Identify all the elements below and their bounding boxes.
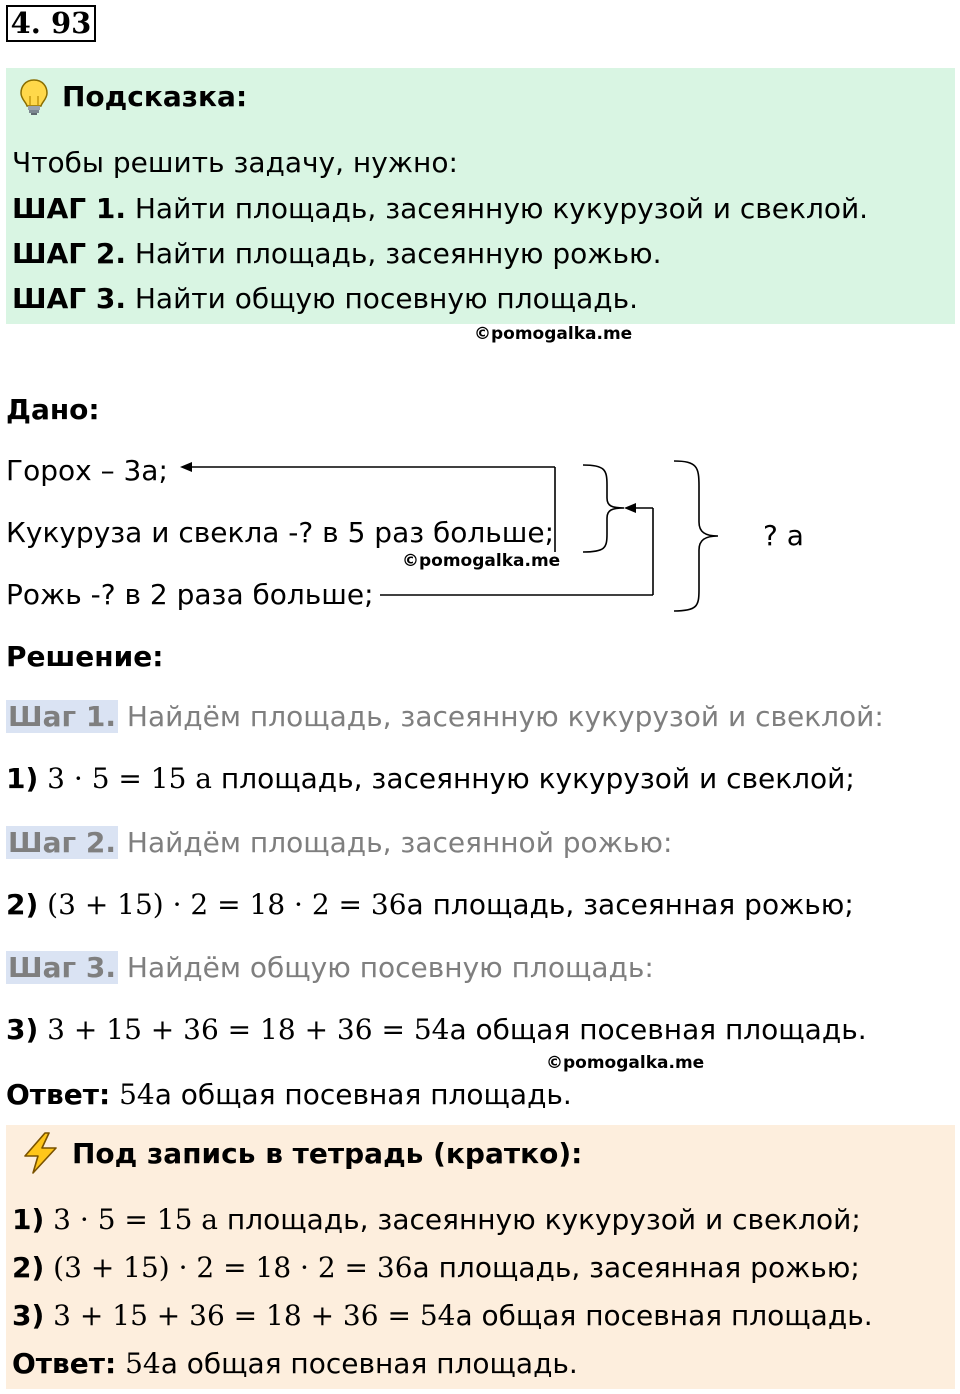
hint-title: Подсказка: <box>62 80 248 113</box>
notes-line-1: 1) 3 · 5 = 15 а площадь, засеянную кукурузой и свеклой; <box>12 1203 861 1236</box>
notes-line-2: 2) (3 + 15) · 2 = 18 · 2 = 36а площадь, засеянная рожью; <box>12 1251 860 1284</box>
given-peas: Горох – 3а; <box>6 454 168 487</box>
solution-step-2-heading: Шаг 2. Найдём площадь, засеянной рожью: <box>8 826 673 859</box>
step-tag: Шаг 1. <box>8 700 116 733</box>
solution-step-1-calc: 1) 3 · 5 = 15 а площадь, засеянную кукурузой и свеклой; <box>6 762 855 795</box>
solution-title: Решение: <box>6 640 164 673</box>
answer: Ответ: 54а общая посевная площадь. <box>6 1078 572 1111</box>
lightbulb-icon <box>18 78 50 120</box>
solution-step-2-calc: 2) (3 + 15) · 2 = 18 · 2 = 36а площадь, засеянная рожью; <box>6 888 854 921</box>
solution-step-1-heading: Шаг 1. Найдём площадь, засеянную кукурузой и свеклой: <box>8 700 884 733</box>
notes-answer: Ответ: 54а общая посевная площадь. <box>12 1347 578 1380</box>
given-rye: Рожь -? в 2 раза больше; <box>6 578 374 611</box>
step-tag: Шаг 3. <box>8 951 116 984</box>
lightning-icon <box>18 1131 62 1179</box>
step-tag: Шаг 2. <box>8 826 116 859</box>
given-total: ? а <box>763 519 804 552</box>
given-corn-beet: Кукуруза и свекла -? в 5 раз больше; <box>6 516 555 549</box>
hint-intro: Чтобы решить задачу, нужно: <box>12 146 458 179</box>
solution-step-3-calc: 3) 3 + 15 + 36 = 18 + 36 = 54а общая посевная площадь. <box>6 1013 867 1046</box>
notes-title: Под запись в тетрадь (кратко): <box>72 1137 583 1170</box>
watermark: ©pomogalka.me <box>474 324 633 344</box>
hint-step-3: ШАГ 3. Найти общую посевную площадь. <box>12 282 639 315</box>
notes-line-3: 3) 3 + 15 + 36 = 18 + 36 = 54а общая посевная площадь. <box>12 1299 873 1332</box>
task-number: 4. 93 <box>6 5 96 42</box>
given-title: Дано: <box>6 393 100 426</box>
relation-diagram <box>0 440 960 630</box>
solution-step-3-heading: Шаг 3. Найдём общую посевную площадь: <box>8 951 654 984</box>
watermark: ©pomogalka.me <box>402 551 561 571</box>
hint-step-1: ШАГ 1. Найти площадь, засеянную кукурузой и свеклой. <box>12 192 869 225</box>
hint-step-2: ШАГ 2. Найти площадь, засеянную рожью. <box>12 237 662 270</box>
watermark: ©pomogalka.me <box>546 1053 705 1073</box>
